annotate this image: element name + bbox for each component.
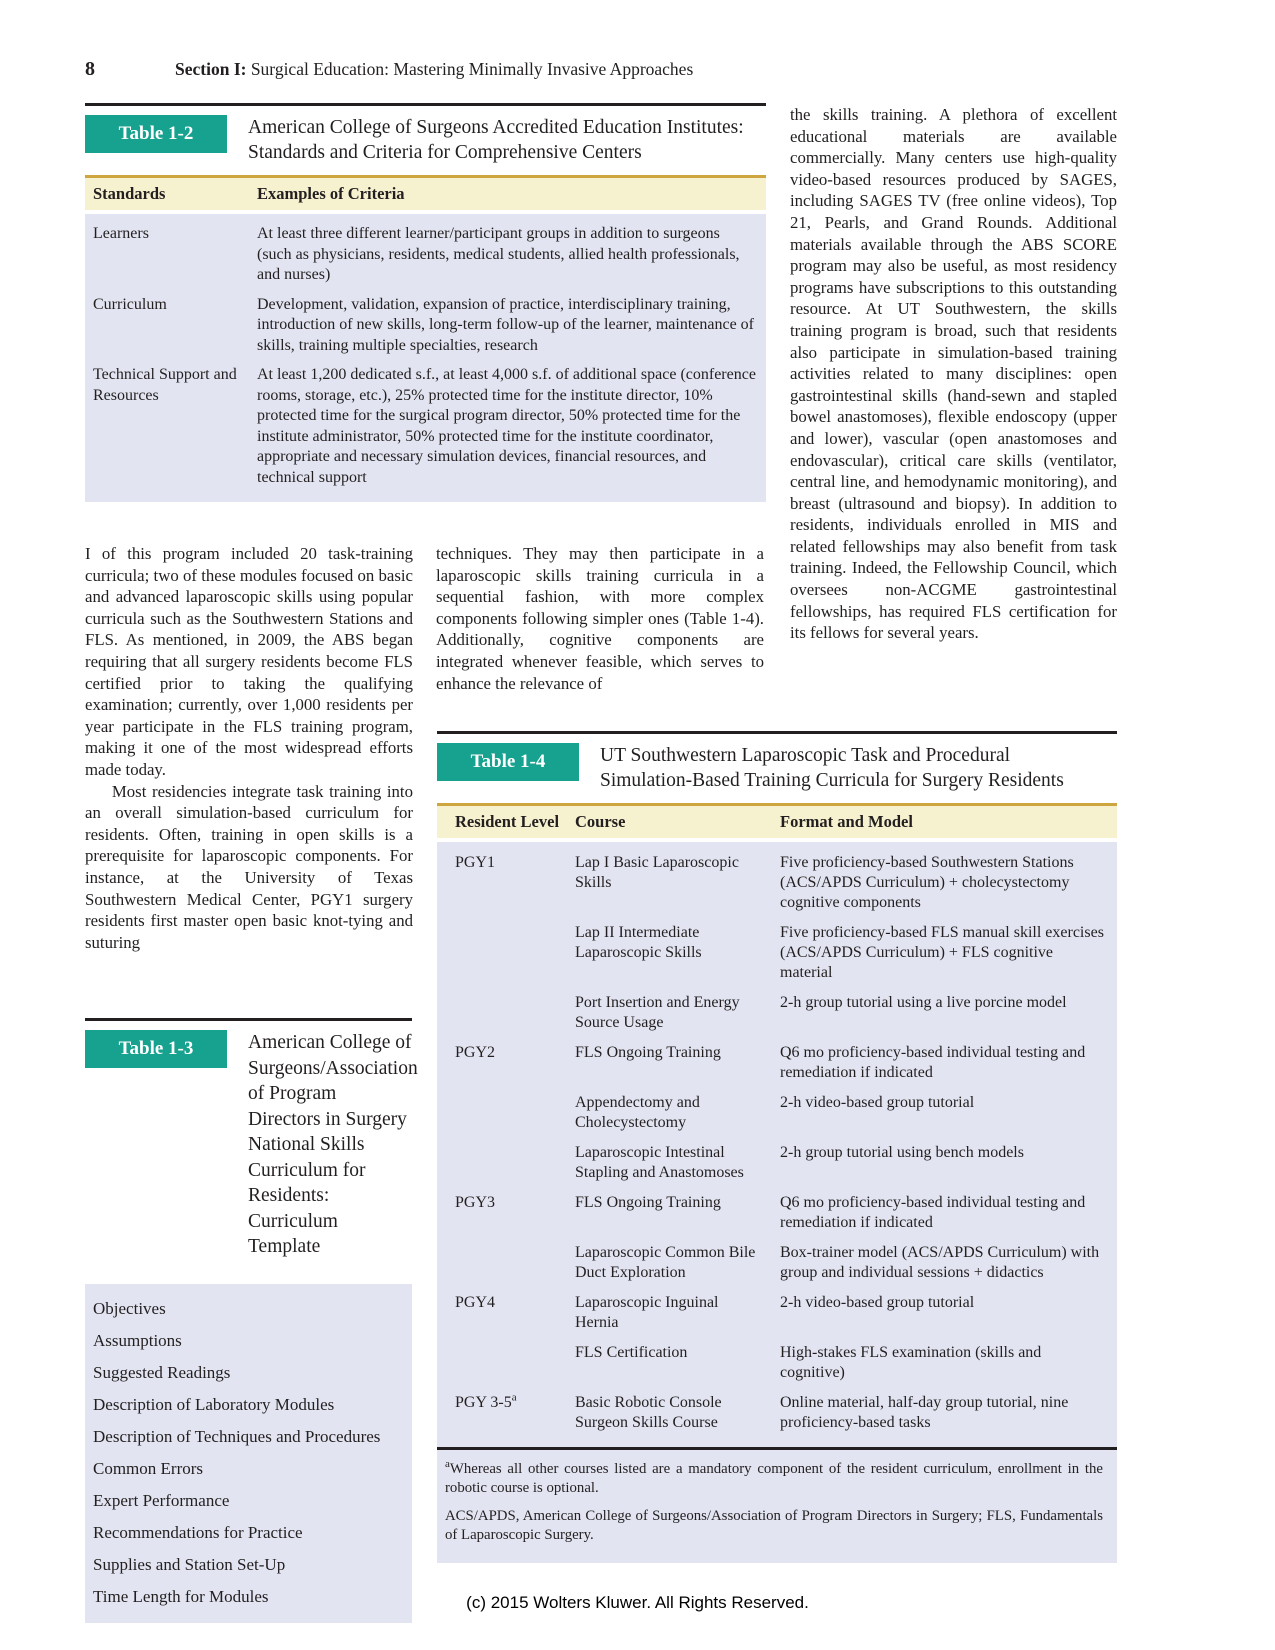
table-1-4-title: UT Southwestern Laparoscopic Task and Procedural Simulation-Based Training Curricula for Surgery Residents [600,745,1064,791]
table-1-2-body [85,214,766,502]
text-column-middle [436,543,764,694]
paragraph: techniques. They may then participate in a laparoscopic skills training curricula in a sequential fashion, with more complex components following simpler ones (Table 1-4). Additionally, cognitive components are integrated whenever feasible, which serves to enhance the relevance of [436,544,764,693]
level-cell: PGY3 [455,1194,496,1211]
table-row [455,1143,1109,1183]
course-cell: FLS Ongoing Training [575,1194,721,1211]
table-1-3-body [85,1284,412,1623]
criteria-cell: Development, validation, expansion of practice, interdisciplinary training, introduction of new skills, long-term follow-up of the learner, maintenance of skills, training multiple specialties, research [257,295,754,354]
copyright-footer: (c) 2015 Wolters Kluwer. All Rights Reserved. [466,1593,809,1612]
course-cell: FLS Certification [575,1344,688,1361]
table-row [93,224,758,286]
list-item: Suggested Readings [93,1362,231,1382]
table-row [455,1193,1109,1233]
format-cell: Online material, half-day group tutorial, nine proficiency-based tasks [780,1394,1069,1431]
table-1-3-heading [85,1021,418,1260]
list-item: Expert Performance [93,1490,230,1510]
level-cell: PGY2 [455,1044,496,1061]
level-cell: PGY1 [455,854,496,871]
table-1-4-label: Table 1-4 [437,743,579,781]
table-1-2-title: American College of Surgeons Accredited Education Institutes: Standards and Criteria for Comprehensive Centers [248,117,744,163]
footnote: $^a$Whereas all other courses listed are a mandatory component of the resident curriculum, enrollment in the robotic course is optional. [445,1458,1103,1496]
text-column-left [85,543,413,953]
list-item: Common Errors [93,1458,204,1478]
table-row [455,1293,1109,1333]
paragraph: the skills training. A plethora of excellent educational materials are available commercially. Many centers use high-quality video-based resources produced by SAGES, including SAGES TV (free online videos), Top 21, Pearls, and Grand Rounds. Additional materials available through the ABS SCORE program may also be useful, as most residency programs have subscriptions to this outstanding resource. At UT Southwestern, the skills training program is broad, such that residents also participate in simulation-based training activities related to many disciplines: open gastrointestinal skills (hand-sewn and stapled bowel anastomoses), flexible endoscopy (upper and lower), vascular (open anastomoses and endovascular), critical care skills (ventilator, central line, and hemodynamic monitoring), and breast (ultrasound and biopsy). In addition to residents, individuals enrolled in MIS and related fellowships may also benefit from task training. Indeed, the Fellowship Council, which oversees non-ACGME gastrointestinal fellowships, has required FLS certification for its fellows for several years. [790,105,1117,643]
table-row [93,365,758,488]
format-cell: Q6 mo proficiency-based individual testing and remediation if indicated [780,1194,1086,1231]
column-header: Course [575,812,626,831]
course-cell: Laparoscopic Common Bile Duct Exploration [575,1244,756,1281]
table-row [455,1393,1109,1433]
list-item: Supplies and Station Set-Up [93,1554,286,1574]
text-column-right [790,104,1117,644]
standard-cell: Technical Support and Resources [93,366,237,404]
table-row [455,1043,1109,1083]
list-item: Description of Techniques and Procedures [93,1426,381,1446]
course-cell: Lap II Intermediate Laparoscopic Skills [575,924,702,961]
level-cell [455,923,575,983]
format-cell: 2-h group tutorial using a live porcine model [780,994,1067,1011]
course-cell: Lap I Basic Laparoscopic Skills [575,854,739,891]
format-cell: 2-h video-based group tutorial [780,1094,975,1111]
column-header: Format and Model [780,812,913,831]
format-cell: High-stakes FLS examination (skills and cognitive) [780,1344,1042,1381]
course-cell: Basic Robotic Console Surgeon Skills Course [575,1394,722,1431]
footnote-abbreviations: ACS/APDS, American College of Surgeons/Association of Program Directors in Surgery; FLS, Fundamentals of Laparoscopic Surgery. [445,1508,1103,1543]
course-cell: Appendectomy and Cholecystectomy [575,1094,700,1131]
table-1-3-title: American College of Surgeons/Association of Program Directors in Surgery National Skills Curriculum for Residents: Curriculum Template [248,1032,418,1257]
list-item: Recommendations for Practice [93,1522,303,1542]
table-1-2-column-headers [85,175,766,210]
standard-cell: Learners [93,225,149,242]
level-cell [455,1093,575,1133]
table-1-3 [85,1018,418,1623]
standard-cell: Curriculum [93,295,167,313]
column-header: Standards [93,184,166,203]
format-cell: Five proficiency-based FLS manual skill exercises (ACS/APDS Curriculum) + FLS cognitive material [780,924,1104,981]
table-1-2-label: Table 1-2 [85,115,227,153]
page-number: 8 [85,58,95,80]
table-1-4-body [437,842,1117,1447]
level-cell: PGY 3-5$^a$ [455,1391,517,1411]
list-item: Objectives [93,1298,166,1318]
format-cell: Five proficiency-based Southwestern Stations (ACS/APDS Curriculum) + cholecystectomy cognitive components [780,854,1074,911]
table-1-4-column-headers [437,803,1117,838]
criteria-cell: At least 1,200 dedicated s.f., at least 4,000 s.f. of additional space (conference rooms, storage, etc.), 25% protected time for the institute director, 10% protected time for the surgical program director, 50% protected time for the institute administrator, 50% protected time for the institute coordinator, appropriate and necessary simulation devices, financial resources, and technical support [257,366,756,486]
format-cell: Box-trainer model (ACS/APDS Curriculum) with group and individual sessions + didactics [780,1244,1100,1281]
table-row [455,1093,1109,1133]
table-1-4 [437,731,1117,1563]
running-head [85,58,1115,81]
level-cell [455,1243,575,1283]
table-1-2 [85,103,766,502]
column-header: Examples of Criteria [257,184,405,203]
level-cell: PGY4 [455,1294,496,1311]
paragraph: I of this program included 20 task-training curricula; two of these modules focused on basic and advanced laparoscopic skills using popular curricula such as the Southwestern Stations and FLS. As mentioned, in 2009, the ABS began requiring that all surgery residents become FLS certified prior to taking the qualifying examination; currently, over 1,000 residents per year participate in the FLS training program, making it one of the most widespread efforts made today. [85,544,413,779]
table-row [455,1343,1109,1383]
table-1-2-heading [85,106,766,175]
level-cell [455,1143,575,1183]
table-row [93,295,758,357]
table-row [455,993,1109,1033]
criteria-cell: At least three different learner/participant groups in addition to surgeons (such as physicians, residents, medical students, allied health professionals, and nurses) [257,225,740,283]
course-cell: Laparoscopic Intestinal Stapling and Anastomoses [575,1144,744,1181]
format-cell: 2-h group tutorial using bench models [780,1144,1024,1161]
course-cell: Laparoscopic Inguinal Hernia [575,1294,719,1331]
paragraph: Most residencies integrate task training into an overall simulation-based curriculum for residents. Often, training in open skills is a prerequisite for laparoscopic components. For instance, at the University of Texas Southwestern Medical Center, PGY1 surgery residents first master open basic knot-tying and suturing [85,781,413,952]
format-cell: 2-h video-based group tutorial [780,1294,975,1311]
table-1-4-footnotes [437,1450,1117,1563]
level-cell [455,993,575,1033]
table-row [455,1243,1109,1283]
list-item: Time Length for Modules [93,1586,269,1606]
table-1-3-label: Table 1-3 [85,1030,227,1068]
section-title: Surgical Education: Mastering Minimally Invasive Approaches [246,59,694,79]
list-item: Assumptions [93,1330,182,1350]
table-row [455,853,1109,913]
section-label: Section I: [175,59,247,79]
table-1-4-heading [437,734,1117,803]
format-cell: Q6 mo proficiency-based individual testing and remediation if indicated [780,1044,1086,1081]
column-header: Resident Level [455,812,560,831]
list-item: Description of Laboratory Modules [93,1394,335,1414]
table-row [455,923,1109,983]
course-cell: Port Insertion and Energy Source Usage [575,994,740,1031]
section-heading [175,59,693,80]
level-cell [455,1343,575,1383]
course-cell: FLS Ongoing Training [575,1044,721,1061]
